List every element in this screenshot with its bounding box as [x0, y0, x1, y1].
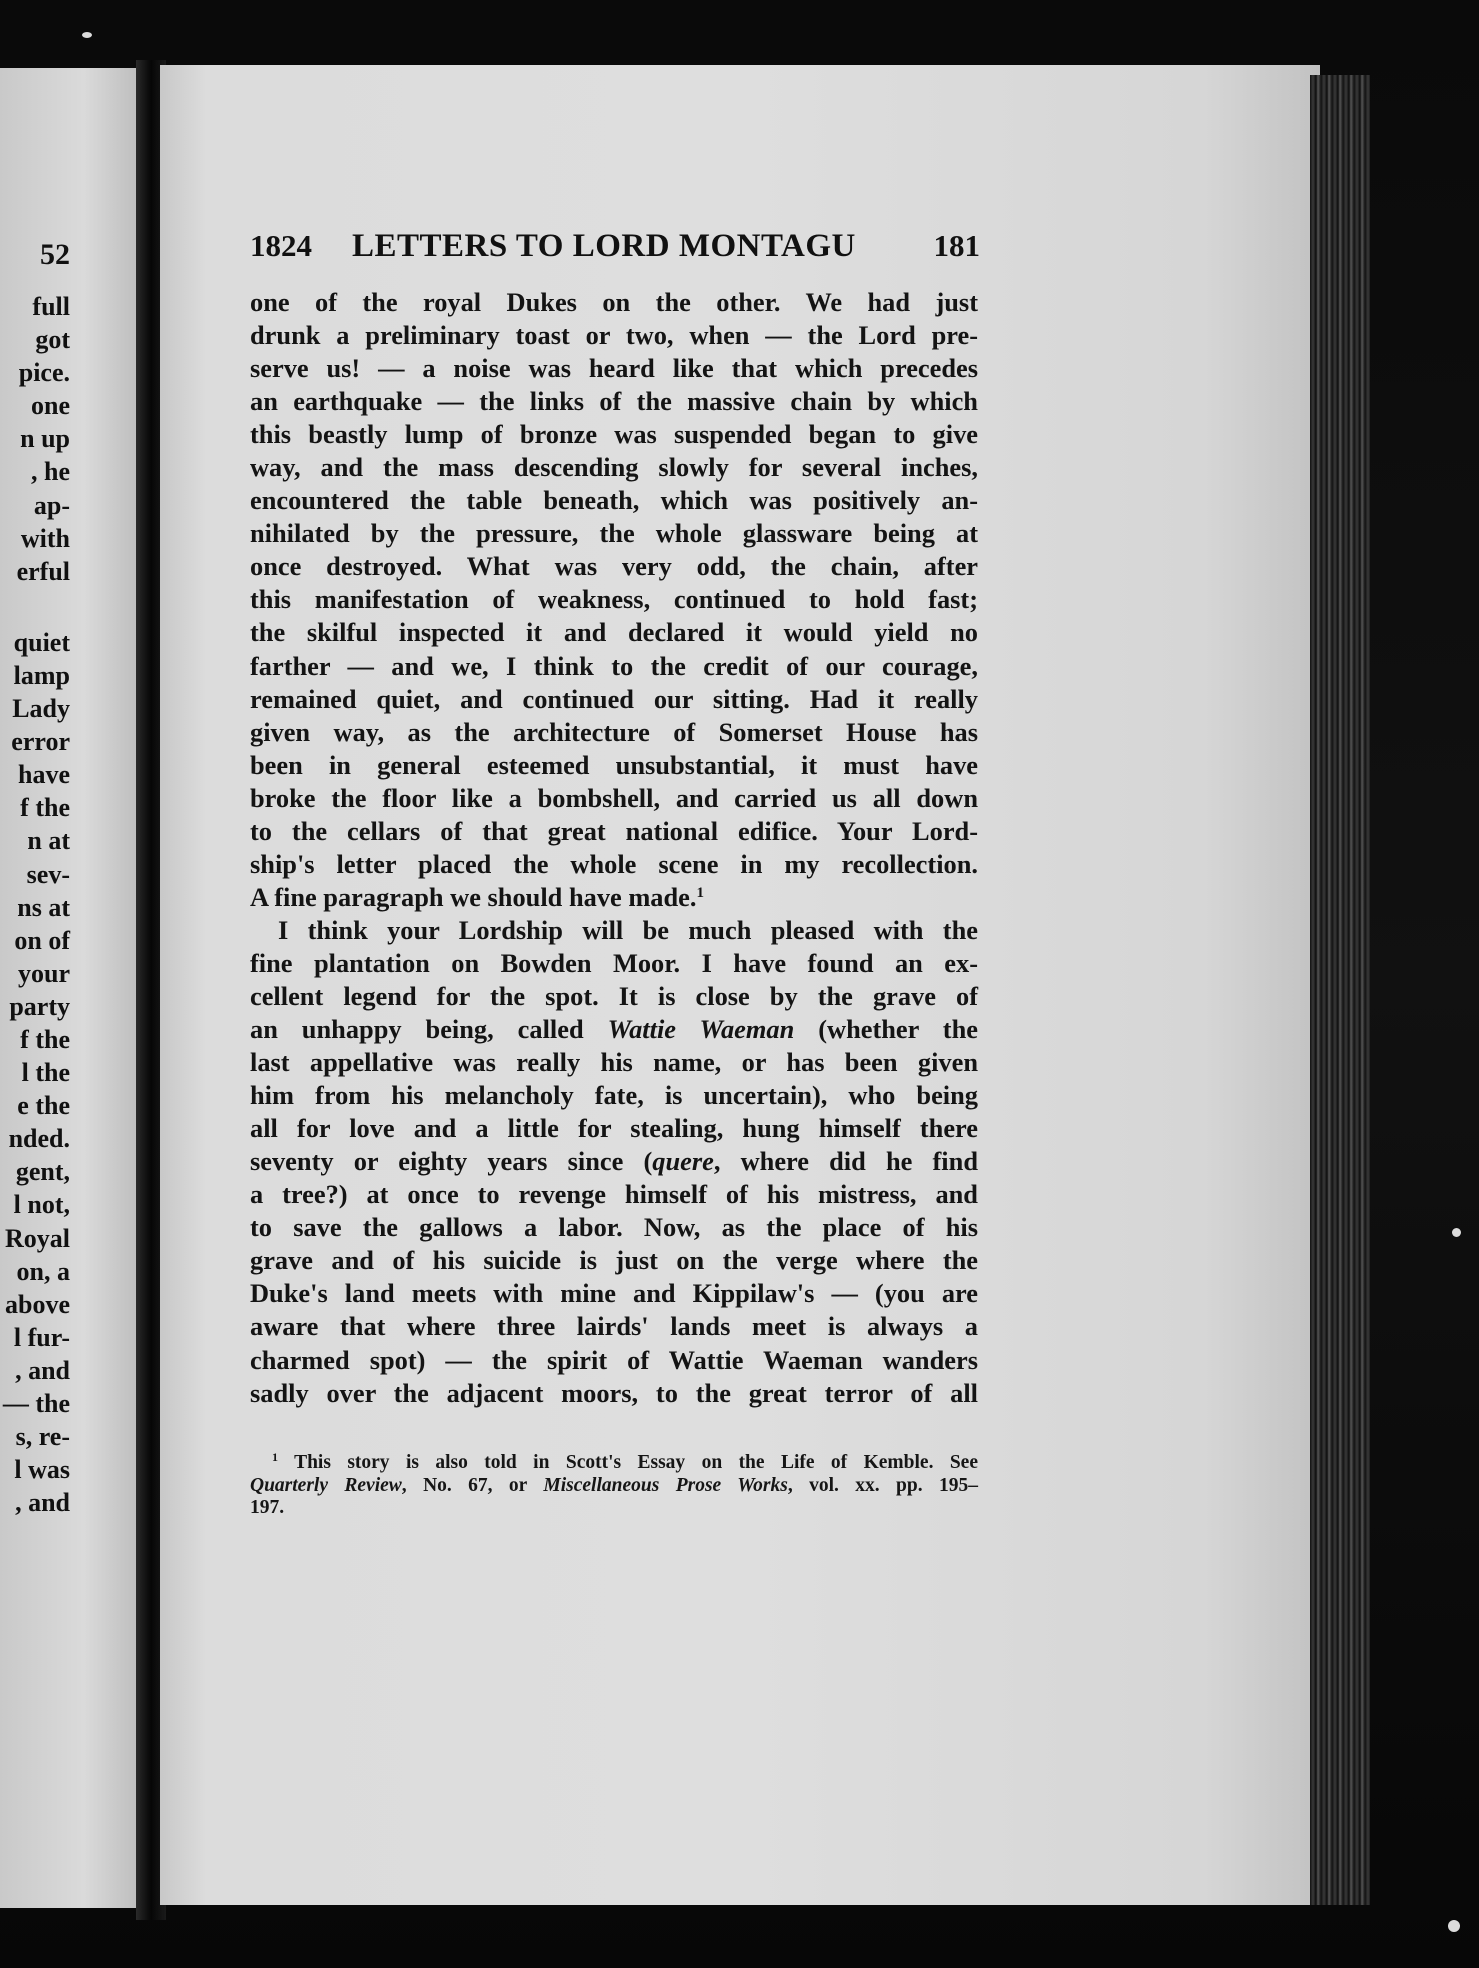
body-text — [250, 286, 978, 1410]
text-line: I think your Lordship will be much pleased with the — [278, 914, 978, 945]
text-line: an earthquake — the links of the massive chain by which — [250, 386, 978, 417]
text-line — [250, 1145, 978, 1178]
left-line-fragment: Lady — [12, 694, 70, 724]
text-line: charmed spot) — the spirit of Wattie Waeman wanders — [250, 1344, 978, 1375]
footnote-text: , No. 67, or — [401, 1474, 544, 1496]
left-line-fragment: with — [20, 523, 70, 553]
left-line-fragment: l not, — [13, 1190, 70, 1220]
left-line-fragment: on of — [14, 925, 70, 955]
left-line-fragment: got — [35, 325, 70, 355]
left-line-fragment: ap- — [33, 490, 70, 520]
italic-word: quere — [652, 1146, 714, 1177]
text-line: once destroyed. What was very odd, the chain, after — [250, 551, 978, 582]
footnote — [250, 1452, 978, 1520]
left-line-fragment: f the — [20, 793, 70, 823]
text-line: cellent legend for the spot. It is close by the grave of — [250, 980, 978, 1011]
left-line-fragment: pice. — [18, 358, 70, 388]
text-fragment: , where did he find — [713, 1146, 978, 1177]
left-line-fragment: full — [32, 292, 70, 321]
scan-speck — [1448, 1920, 1460, 1932]
left-line-fragment: lamp — [13, 660, 70, 690]
text-line: aware that where three lairds' lands meet is always a — [250, 1311, 978, 1342]
left-line-fragment: s, re- — [15, 1422, 70, 1452]
footnote-line — [250, 1475, 978, 1498]
left-line-fragment: , and — [15, 1488, 70, 1518]
left-line-fragment: above — [5, 1289, 70, 1319]
text-line: been in general esteemed unsubstantial, it must have — [250, 749, 978, 780]
italic-name: Wattie Waeman — [607, 1014, 795, 1045]
text-fragment: A fine paragraph we should have made. — [250, 881, 697, 912]
text-line: nihilated by the pressure, the whole glassware being at — [250, 518, 978, 549]
scan-speck — [82, 32, 92, 38]
text-line: to save the gallows a labor. Now, as the place of his — [250, 1212, 978, 1243]
text-line: serve us! — a noise was heard like that which precedes — [250, 353, 978, 384]
text-line — [250, 1013, 978, 1046]
left-line-fragment: l was — [14, 1455, 70, 1485]
left-page-number: 52 — [40, 238, 70, 271]
left-line-fragment: on, a — [16, 1256, 70, 1286]
text-line: way, and the mass descending slowly for several inches, — [250, 452, 978, 483]
left-line-fragment: l the — [21, 1058, 70, 1088]
text-line: to the cellars of that great national edifice. Your Lord- — [250, 815, 978, 846]
text-line: the skilful inspected it and declared it would yield no — [250, 617, 978, 648]
left-line-fragment: n up — [20, 424, 70, 454]
footnote-works: Miscellaneous Prose Works — [543, 1474, 788, 1496]
text-line: this beastly lump of bronze was suspended began to give — [250, 419, 978, 450]
left-line-fragment: error — [11, 727, 70, 757]
running-header — [250, 228, 980, 272]
text-line: drunk a preliminary toast or two, when — the Lord pre- — [250, 320, 978, 351]
text-line: remained quiet, and continued our sitting. Had it really — [250, 683, 978, 714]
text-line — [250, 881, 978, 914]
left-line-fragment: one — [31, 391, 70, 421]
text-line: ship's letter placed the whole scene in my recollection. — [250, 848, 978, 879]
footnote-line: 197. — [250, 1497, 285, 1518]
left-line-fragment: l fur- — [13, 1322, 70, 1352]
text-line: farther — and we, I think to the credit of our courage, — [250, 650, 978, 681]
left-line-fragment: your — [18, 958, 70, 988]
page-fore-edge — [1310, 75, 1370, 1905]
left-facing-page — [0, 68, 140, 1908]
text-fragment: an unhappy being, called — [250, 1014, 584, 1045]
text-line: fine plantation on Bowden Moor. I have found an ex- — [250, 947, 978, 978]
header-title: LETTERS TO LORD MONTAGU — [352, 228, 856, 264]
left-line-fragment: , he — [31, 457, 70, 487]
footnote-text: , vol. xx. pp. 195– — [787, 1474, 978, 1496]
header-page-number: 181 — [933, 228, 980, 263]
left-line-fragment: have — [18, 760, 70, 790]
text-line: one of the royal Dukes on the other. We had just — [250, 287, 978, 317]
left-line-fragment: n at — [27, 826, 70, 856]
left-page-line-endings — [0, 290, 70, 1519]
left-line-fragment — [0, 588, 70, 626]
text-line: given way, as the architecture of Somerset House has — [250, 716, 978, 747]
header-year: 1824 — [250, 228, 312, 263]
text-fragment: seventy or eighty years since ( — [250, 1146, 653, 1177]
left-line-fragment: party — [9, 991, 70, 1021]
left-line-fragment: Royal — [5, 1223, 70, 1253]
text-line: a tree?) at once to revenge himself of his mistress, and — [250, 1179, 978, 1210]
text-line: encountered the table beneath, which was positively an- — [250, 485, 978, 516]
footnote-text: This story is also told in Scott's Essay on the Life of Kemble. See — [294, 1452, 978, 1473]
left-line-fragment: ns at — [17, 892, 70, 922]
text-line: last appellative was really his name, or has been given — [250, 1047, 978, 1078]
text-line: Duke's land meets with mine and Kippilaw's — (you are — [250, 1278, 978, 1309]
text-line: all for love and a little for stealing, hung himself there — [250, 1113, 978, 1144]
text-line: grave and of his suicide is just on the verge where the — [250, 1245, 978, 1276]
left-line-fragment: sev- — [26, 859, 70, 889]
left-line-fragment: — the — [2, 1389, 70, 1418]
footnote-journal: Quarterly Review — [250, 1474, 402, 1496]
text-line: this manifestation of weakness, continued to hold fast; — [250, 584, 978, 615]
footnote-reference: 1 — [696, 884, 704, 901]
left-line-fragment: nded. — [8, 1124, 70, 1154]
left-line-fragment: , and — [15, 1355, 70, 1385]
left-line-fragment: f the — [20, 1024, 70, 1054]
left-line-fragment: gent, — [15, 1157, 70, 1187]
footnote-marker: 1 — [272, 1450, 278, 1464]
left-line-fragment: quiet — [13, 627, 70, 657]
text-line: him from his melancholy fate, is uncertain), who being — [250, 1080, 978, 1111]
text-fragment: (whether the — [794, 1014, 978, 1045]
text-line: broke the floor like a bombshell, and carried us all down — [250, 782, 978, 813]
footnote-line — [250, 1452, 978, 1475]
scan-speck — [1452, 1228, 1461, 1237]
left-line-fragment: erful — [16, 556, 70, 586]
left-line-fragment: e the — [17, 1091, 70, 1121]
text-line: sadly over the adjacent moors, to the great terror of all — [250, 1377, 978, 1408]
